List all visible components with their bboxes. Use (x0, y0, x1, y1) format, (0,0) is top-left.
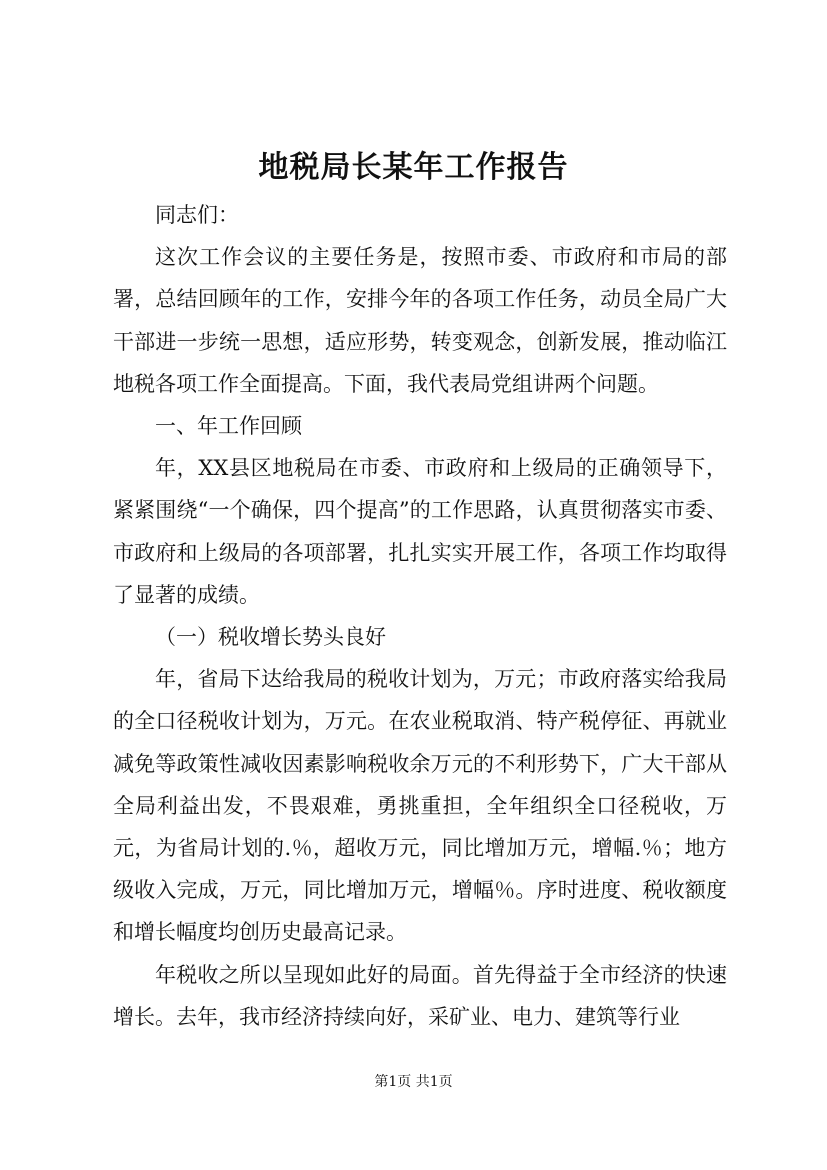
page-footer: 第1页 共1页 (374, 1074, 453, 1090)
body-paragraph: 年，省局下达给我局的税收计划为，万元；市政府落实给我局的全口径税收计划为，万元。在农业税取消、特产税停征、再就业减免等政策性减收因素影响税收余万元的不利形势下，广大干部从全局利益出发，不畏艰难，勇挑重担，全年组织全口径税收，万元，为省局计划的.％，超收万元，同比增加万元，增幅.％；地方级收入完成，万元，同比增加万元，增幅％。序时进度、税收额度和增长幅度均创历史最高记录。 (113, 667, 727, 945)
document-body (113, 194, 727, 1038)
document-title: 地税局长某年工作报告 (258, 150, 569, 185)
intro-paragraph: 这次工作会议的主要任务是，按照市委、市政府和市局的部署，总结回顾年的工作，安排今年的各项工作任务，动员全局广大干部进一步统一思想，适应形势，转变观念，创新发展，推动临江地税各项工作全面提高。下面，我代表局党组讲两个问题。 (113, 245, 727, 396)
salutation-paragraph: 同志们： (155, 203, 239, 227)
subsection-heading: （一）税收增长势头良好 (155, 625, 386, 650)
section-heading: 一、年工作回顾 (155, 414, 302, 439)
body-paragraph: 年税收之所以呈现如此好的局面。首先得益于全市经济的快速增长。去年，我市经济持续向好，采矿业、电力、建筑等行业 (113, 962, 727, 1029)
body-paragraph: 年，XX县区地税局在市委、市政府和上级局的正确领导下，紧紧围绕“一个确保，四个提高”的工作思路，认真贯彻落实市委、市政府和上级局的各项部署，扎扎实实开展工作，各项工作均取得了显著的成绩。 (113, 456, 727, 607)
